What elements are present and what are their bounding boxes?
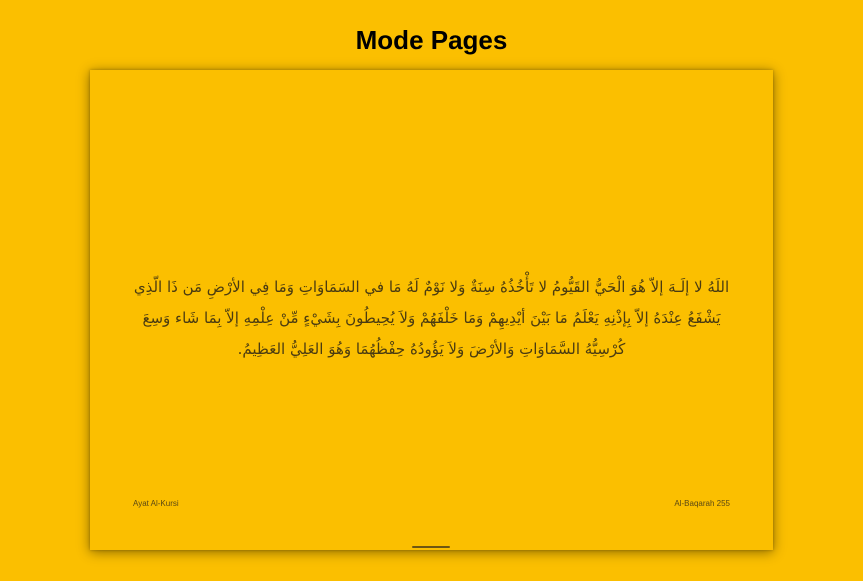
page-title: Mode Pages: [355, 25, 508, 55]
verse-text: اللَهُ لا إلَـهَ إلاّ هُوَ الْحَيُّ القَيُّومُ لا تَأْخُذُهُ سِنَةٌ وَلا نَوْمٌ لَهُ مَا في السَمَاوَاتِ وَمَا فِي الأرْضِ مَن ذَا الّذِي يَشْفَعُ عِنْدَهُ إلاّ بِإذْنِهِ يَعْلَمُ مَا بَيْنَ أيْدِيهِمْ وَمَا خَلْفَهُمْ وَلاَ يُحِيطُونَ بِشَيْءٍ مِّنْ عِلْمِهِ إلاّ بِمَا شَاء وَسِعَ كُرْسِيُّهُ السَّمَاوَاتِ وَالأرْضَ وَلاَ يَؤُودُهُ حِفْظُهُمَا وَهُوَ العَلِيُّ العَظِيمُ.: [133, 278, 730, 358]
page-card[interactable]: [90, 70, 773, 550]
page-indicator[interactable]: [412, 546, 450, 548]
footer-verse-reference: Al-Baqarah 255: [674, 499, 730, 508]
footer-surah-name: Ayat Al-Kursi: [133, 499, 179, 508]
